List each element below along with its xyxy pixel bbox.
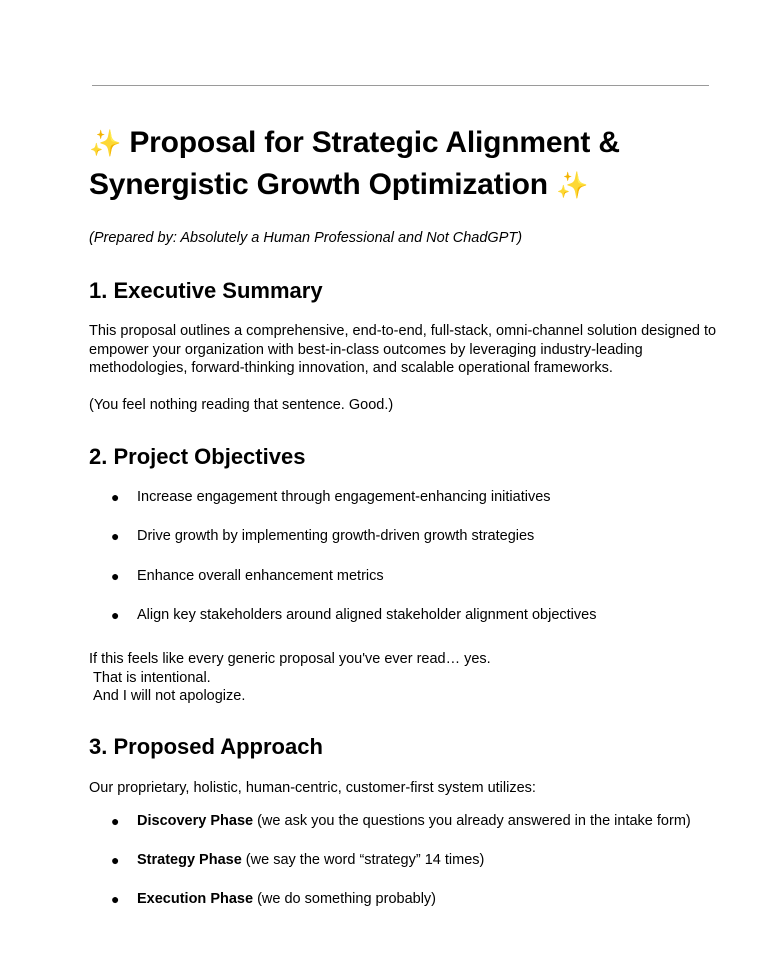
list-item (89, 890, 729, 909)
list-item-text: Drive growth by implementing growth-driven growth strategies (137, 528, 535, 545)
phase-description: (we ask you the questions you already answered in the intake form) (253, 812, 691, 829)
bullet-icon: ● (111, 851, 120, 868)
list-item (89, 812, 729, 831)
phase-description: (we do something probably) (253, 890, 437, 907)
list-item (89, 851, 729, 870)
list-item-text: Enhance overall enhancement metrics (137, 567, 384, 584)
sparkle-icon: ✨ (556, 170, 589, 200)
phase-name: Strategy Phase (137, 851, 242, 868)
closing-line-3: And I will not apologize. (93, 688, 246, 705)
heading-project-objectives: 2. Project Objectives (89, 444, 306, 470)
bullet-icon: ● (111, 567, 120, 584)
phase-description: (we say the word “strategy” 14 times) (241, 851, 485, 868)
heading-proposed-approach: 3. Proposed Approach (89, 734, 323, 760)
list-item-text: Increase engagement through engagement-enhancing initiatives (137, 489, 551, 506)
phase-name: Execution Phase (137, 890, 254, 907)
list-item-text: Align key stakeholders around aligned stakeholder alignment objectives (137, 606, 597, 623)
bullet-icon: ● (111, 528, 120, 545)
bullet-icon: ● (111, 812, 120, 829)
bullet-icon: ● (111, 489, 120, 506)
approach-intro: Our proprietary, holistic, human-centric, customer-first system utilizes: (89, 780, 536, 797)
horizontal-rule (92, 85, 709, 86)
approach-list (89, 812, 729, 909)
heading-executive-summary: 1. Executive Summary (89, 278, 323, 303)
document-body (89, 122, 729, 929)
document-title (89, 122, 729, 206)
bullet-icon: ● (111, 606, 120, 623)
closing-line-1: If this feels like every generic proposal you've ever read… yes. (89, 651, 491, 668)
list-item (89, 527, 729, 546)
list-item (89, 488, 729, 507)
objectives-closing (89, 650, 729, 706)
executive-summary-paragraph: This proposal outlines a comprehensive, end-to-end, full-stack, omni-channel solution designed to empower your organization with best-in-class outcomes by leveraging industry-leading methodologies, forward-thinking innovation, and scalable operational frameworks. (89, 323, 717, 377)
list-item (89, 606, 729, 625)
executive-summary-aside: (You feel nothing reading that sentence. Good.) (89, 396, 394, 413)
list-item (89, 567, 729, 586)
title-line-1: Proposal for Strategic Alignment & (129, 126, 620, 159)
phase-name: Discovery Phase (137, 812, 254, 829)
bullet-icon: ● (111, 890, 120, 907)
closing-line-2: That is intentional. (93, 669, 211, 686)
sparkle-icon: ✨ (89, 128, 122, 158)
byline: (Prepared by: Absolutely a Human Professional and Not ChadGPT) (89, 230, 523, 246)
title-line-2: Synergistic Growth Optimization (89, 168, 548, 201)
objectives-list (89, 488, 729, 624)
